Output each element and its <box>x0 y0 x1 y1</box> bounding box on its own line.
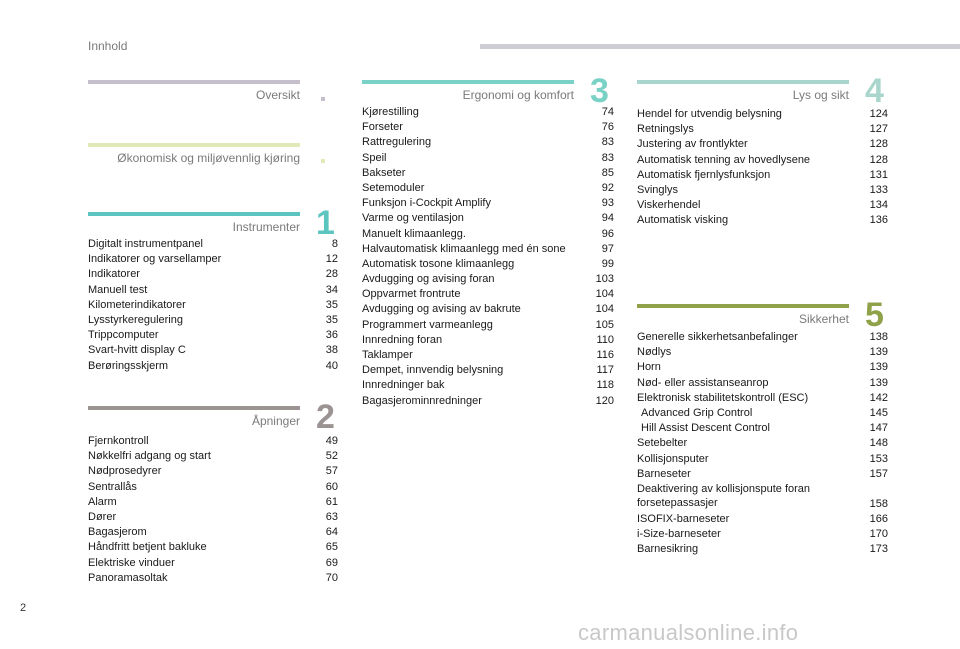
section-ergonomi <box>362 72 614 420</box>
toc-entry[interactable]: Justering av frontlykter 128 <box>637 138 888 151</box>
toc-entry[interactable]: Berøringsskjerm 40 <box>88 359 338 372</box>
section-bar <box>362 80 574 84</box>
toc-entry[interactable]: Fjernkontroll 49 <box>88 435 338 447</box>
toc-entry[interactable]: Avdugging og avising foran 103 <box>362 273 614 286</box>
section-lys <box>637 72 888 240</box>
section-bar <box>88 212 300 216</box>
section-title[interactable]: Oversikt <box>255 88 300 102</box>
toc-entry[interactable]: Elektriske vinduer 69 <box>88 556 338 569</box>
toc-entry[interactable]: Barneseter 157 <box>637 467 888 480</box>
toc-list <box>637 330 888 557</box>
toc-entry[interactable]: Innredning foran 110 <box>362 333 614 346</box>
section-title[interactable]: Ergonomi og komfort <box>462 88 574 102</box>
toc-entry[interactable]: Trippcomputer 36 <box>88 329 338 342</box>
toc-entry[interactable]: Advanced Grip Control 145 <box>641 406 888 419</box>
toc-entry[interactable]: Svinglys 133 <box>637 183 888 196</box>
toc-entry[interactable]: Varme og ventilasjon 94 <box>362 212 614 225</box>
toc-entry[interactable]: ISOFIX-barneseter 166 <box>637 512 888 525</box>
toc-entry[interactable]: Kjørestilling 74 <box>362 106 614 118</box>
toc-entry[interactable]: Halvautomatisk klimaanlegg med én sone 97 <box>362 242 614 255</box>
section-number: 4 <box>865 72 884 110</box>
section-number: 2 <box>316 398 335 436</box>
toc-list <box>88 237 338 374</box>
toc-entry[interactable]: Elektronisk stabilitetskontroll (ESC) 142 <box>637 391 888 404</box>
toc-entry[interactable]: Lysstyrkeregulering 35 <box>88 313 338 326</box>
toc-entry[interactable]: Digitalt instrumentpanel 8 <box>88 238 338 250</box>
section-apninger <box>88 398 338 596</box>
watermark: carmanualsonline.info <box>578 620 799 645</box>
toc-entry[interactable]: i-Size-barneseter 170 <box>637 528 888 541</box>
toc-list <box>637 107 888 229</box>
toc-entry[interactable]: Forseter 76 <box>362 121 614 134</box>
toc-entry[interactable]: Bakseter 85 <box>362 166 614 179</box>
toc-entry[interactable]: Sentrallås 60 <box>88 480 338 493</box>
toc-entry[interactable]: Automatisk fjernlysfunksjon 131 <box>637 168 888 181</box>
toc-entry[interactable]: Dører 63 <box>88 510 338 523</box>
toc-entry[interactable]: Innredninger bak 118 <box>362 379 614 392</box>
toc-entry[interactable]: Hill Assist Descent Control 147 <box>641 422 888 435</box>
toc-entry[interactable]: Speil 83 <box>362 151 614 164</box>
page-number: 2 <box>20 602 27 614</box>
toc-entry[interactable]: Automatisk tenning av hovedlysene 128 <box>637 153 888 166</box>
section-title[interactable]: Åpninger <box>251 414 300 428</box>
toc-entry[interactable]: Alarm 61 <box>88 495 338 508</box>
toc-entry[interactable]: Programmert varmeanlegg 105 <box>362 318 614 331</box>
toc-entry[interactable]: Horn 139 <box>637 361 888 374</box>
section-title[interactable]: Instrumenter <box>232 220 300 234</box>
toc-entry[interactable]: Manuelt klimaanlegg. 96 <box>362 227 614 240</box>
toc-entry[interactable]: Automatisk visking 136 <box>637 214 888 227</box>
toc-entry[interactable]: Deaktivering av kollisjonspute foran forsetepassasjer 158 <box>637 482 888 510</box>
toc-entry[interactable]: Panoramasoltak 70 <box>88 571 338 584</box>
section-title[interactable]: Lys og sikt <box>792 88 849 102</box>
toc-entry[interactable]: Setebelter 148 <box>637 437 888 450</box>
toc-entry[interactable]: Dempet, innvendig belysning 117 <box>362 364 614 377</box>
section-sikkerhet <box>637 296 888 564</box>
toc-entry[interactable]: Håndfritt betjent bakluke 65 <box>88 541 338 554</box>
section-bar <box>88 143 300 147</box>
section-instrumenter <box>88 204 338 382</box>
toc-entry[interactable]: Generelle sikkerhetsanbefalinger 138 <box>637 331 888 343</box>
toc-entry[interactable]: Setemoduler 92 <box>362 181 614 194</box>
section-title[interactable]: Økonomisk og miljøvennlig kjøring <box>117 151 300 165</box>
toc-entry[interactable]: Taklamper 116 <box>362 349 614 361</box>
section-title[interactable]: Sikkerhet <box>798 312 849 326</box>
section-bar <box>88 406 300 410</box>
page-header-title: Innhold <box>88 39 128 53</box>
toc-entry[interactable]: Nøkkelfri adgang og start 52 <box>88 450 338 463</box>
section-oversikt <box>88 80 300 110</box>
section-number: 1 <box>316 204 335 242</box>
toc-entry[interactable]: Viskerhendel 134 <box>637 199 888 212</box>
section-dot <box>321 159 325 163</box>
section-number: 3 <box>590 72 609 110</box>
toc-entry[interactable]: Barnesikring 173 <box>637 543 888 556</box>
toc-list <box>88 434 338 586</box>
toc-entry[interactable]: Funksjon i-Cockpit Amplify 93 <box>362 197 614 210</box>
toc-entry[interactable]: Svart-hvitt display C 38 <box>88 344 338 357</box>
toc-entry[interactable]: Oppvarmet frontrute 104 <box>362 288 614 301</box>
section-okonomisk <box>88 143 300 173</box>
toc-list <box>362 105 614 409</box>
toc-entry[interactable]: Automatisk tosone klimaanlegg 99 <box>362 257 614 270</box>
toc-entry[interactable]: Manuell test 34 <box>88 283 338 296</box>
toc-entry[interactable]: Nødprosedyrer 57 <box>88 465 338 478</box>
toc-entry[interactable]: Indikatorer og varsellamper 12 <box>88 253 338 266</box>
toc-entry[interactable]: Rattregulering 83 <box>362 136 614 149</box>
toc-entry[interactable]: Indikatorer 28 <box>88 268 338 281</box>
toc-entry[interactable]: Kollisjonsputer 153 <box>637 452 888 465</box>
section-bar <box>637 304 849 308</box>
toc-entry[interactable]: Bagasjerominnredninger 120 <box>362 394 614 407</box>
toc-entry[interactable]: Kilometerindikatorer 35 <box>88 298 338 311</box>
toc-entry[interactable]: Nødlys 139 <box>637 346 888 359</box>
toc-entry[interactable]: Hendel for utvendig belysning 124 <box>637 108 888 120</box>
section-number: 5 <box>865 296 884 334</box>
toc-entry[interactable]: Bagasjerom 64 <box>88 526 338 539</box>
section-bar <box>637 80 849 84</box>
section-bar <box>88 80 300 84</box>
toc-entry[interactable]: Retningslys 127 <box>637 123 888 136</box>
section-dot <box>321 97 325 101</box>
header-bar <box>480 44 960 49</box>
toc-entry[interactable]: Nød- eller assistanseanrop 139 <box>637 376 888 389</box>
toc-entry[interactable]: Avdugging og avising av bakrute 104 <box>362 303 614 316</box>
